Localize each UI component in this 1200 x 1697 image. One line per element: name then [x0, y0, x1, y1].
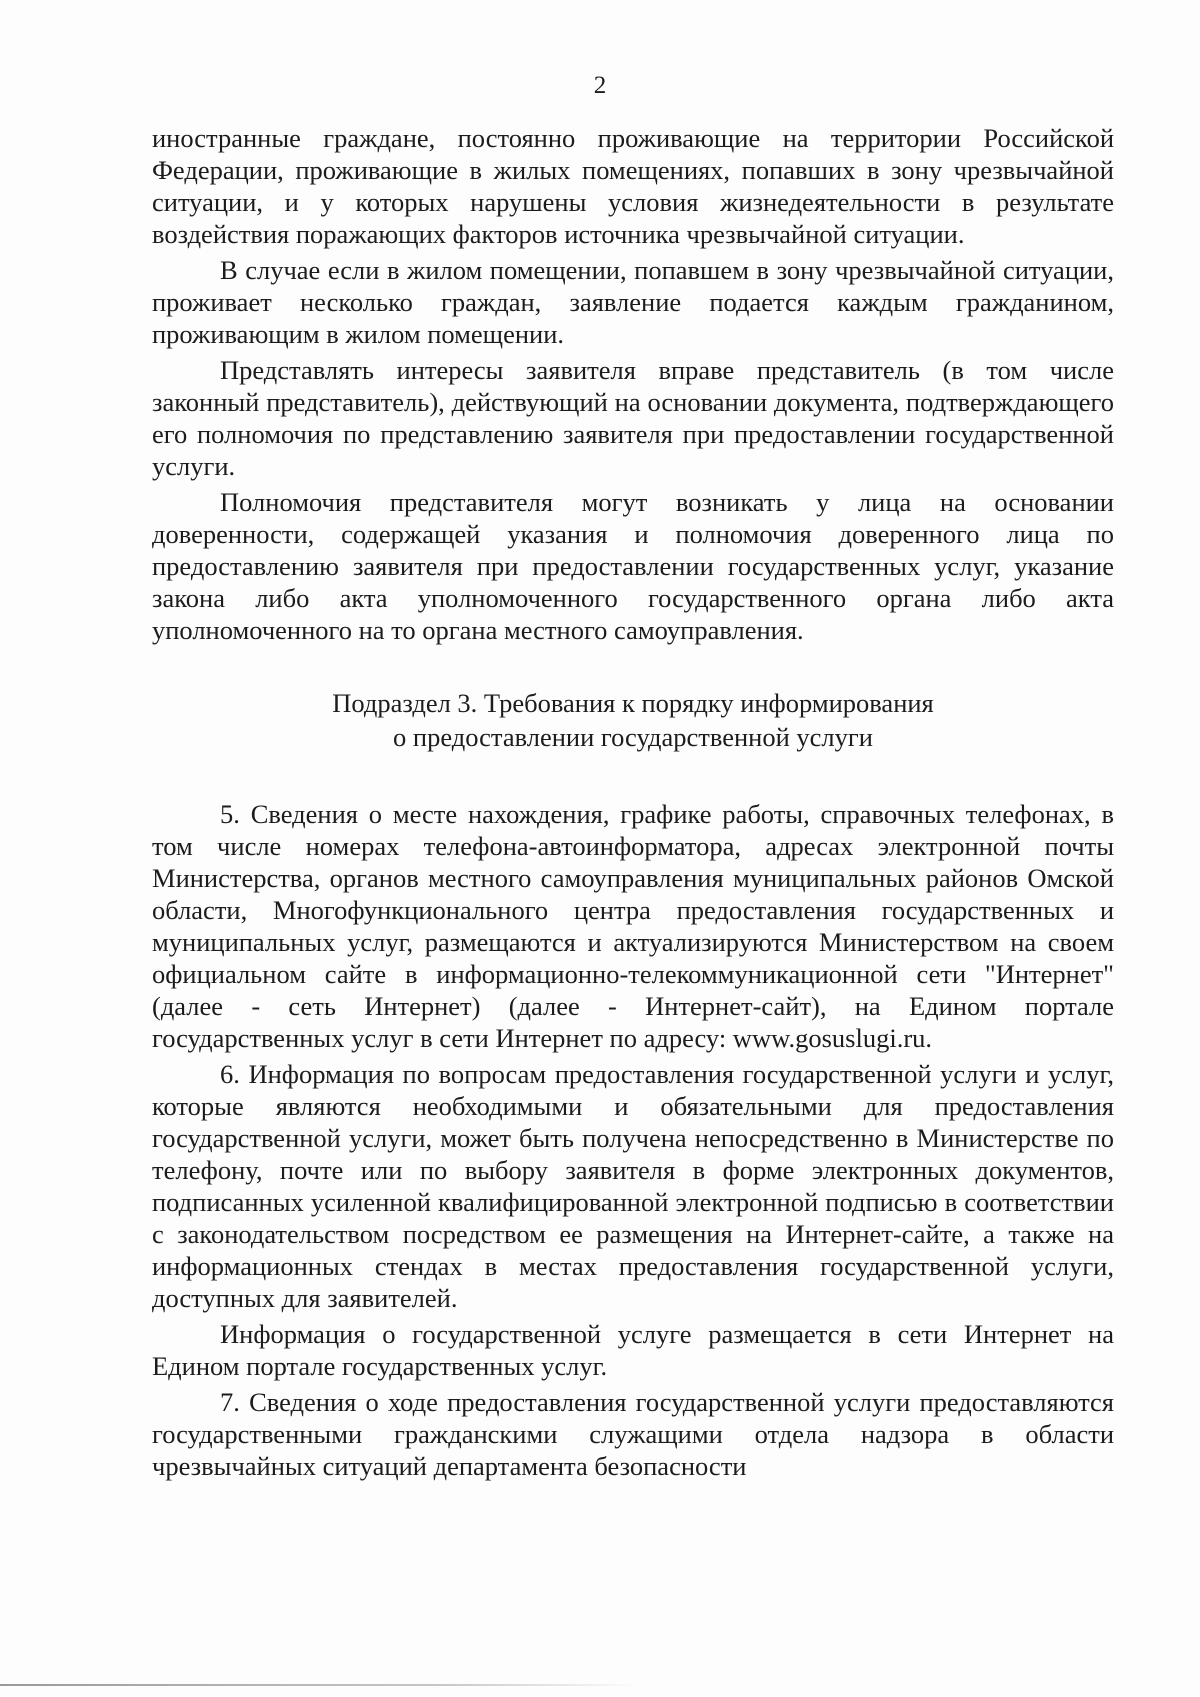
document-body	[152, 122, 1114, 1486]
scan-edge-line	[0, 1684, 640, 1686]
section-heading-line-1: Подраздел 3. Требования к порядку информирования	[332, 688, 934, 718]
paragraph-representative: Представлять интересы заявителя вправе представитель (в том числе законный представитель), действующий на основании документа, подтверждающего его полномочия по представлению заявителя при предоставлении государственной услуги.	[152, 355, 1114, 481]
paragraph-foreign-citizens: иностранные граждане, постоянно проживающие на территории Российской Федерации, проживающие в жилых помещениях, попавших в зону чрезвычайной ситуации, и у которых нарушены условия жизнедеятельности в результате воздействия поражающих факторов источника чрезвычайной ситуации.	[152, 123, 1114, 249]
paragraph-representative-powers: Полномочия представителя могут возникать у лица на основании доверенности, содержащей указания и полномочия доверенного лица по предоставлению заявителя при предоставлении государственных услуг, указание закона либо акта уполномоченного государственного органа либо акта уполномоченного на то органа местного самоуправления.	[152, 487, 1114, 645]
section-heading-line-2: о предоставлении государственной услуги	[393, 722, 873, 752]
paragraph-item-5: 5. Сведения о месте нахождения, графике работы, справочных телефонах, в том числе номерах телефона-автоинформатора, адресах электронной почты Министерства, органов местного самоуправления муниципальных районов Омской области, Многофункционального центра предоставления государственных и муниципальных услуг, размещаются и актуализируются Министерством на своем официальном сайте в информационно-телекоммуникационной сети "Интернет" (далее - сеть Интернет) (далее - Интернет-сайт), на Едином портале государственных услуг в сети Интернет по адресу: www.gosuslugi.ru.	[152, 799, 1114, 1053]
page-number: 2	[593, 72, 607, 99]
paragraph-portal-info: Информация о государственной услуге размещается в сети Интернет на Едином портале государственных услуг.	[152, 1319, 1114, 1381]
section-heading	[152, 686, 1114, 754]
paragraph-item-7: 7. Сведения о ходе предоставления государственной услуги предоставляются государственными гражданскими служащими отдела надзора в области чрезвычайных ситуаций департамента безопасности	[152, 1387, 1114, 1481]
paragraph-several-citizens: В случае если в жилом помещении, попавшем в зону чрезвычайной ситуации, проживает несколько граждан, заявление подается каждым гражданином, проживающим в жилом помещении.	[152, 255, 1114, 349]
paragraph-item-6: 6. Информация по вопросам предоставления государственной услуги и услуг, которые являются необходимыми и обязательными для предоставления государственной услуги, может быть получена непосредственно в Министерстве по телефону, почте или по выбору заявителя в форме электронных документов, подписанных усиленной квалифицированной электронной подписью в соответствии с законодательством посредством ее размещения на Интернет-сайте, а также на информационных стендах в местах предоставления государственной услуги, доступных для заявителей.	[152, 1059, 1114, 1313]
